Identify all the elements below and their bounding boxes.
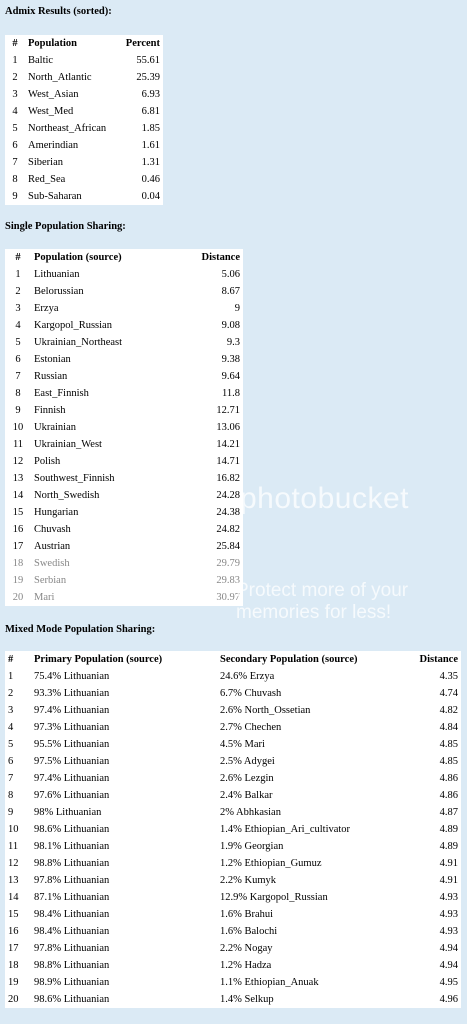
table-cell: 3: [15, 303, 21, 314]
table-row: [5, 171, 163, 188]
table-row: [5, 855, 461, 872]
table-cell: Baltic: [28, 55, 54, 66]
table-row: [5, 317, 243, 334]
table-cell: 97.8% Lithuanian: [34, 875, 110, 886]
table-cell: North_Atlantic: [28, 72, 92, 83]
table-cell: 6.93: [141, 89, 160, 100]
table-cell: 18: [12, 558, 24, 569]
table-cell: 4.94: [439, 960, 458, 971]
table-cell: 25.39: [136, 72, 160, 83]
table-cell: 4.86: [439, 790, 458, 801]
table-row: [5, 120, 163, 137]
table-cell: 6.81: [141, 106, 160, 117]
table-row: [5, 668, 461, 685]
table-cell: 5: [12, 123, 18, 134]
table-row: [5, 52, 163, 69]
table-cell: 97.6% Lithuanian: [34, 790, 110, 801]
table-cell: 4.35: [439, 671, 458, 682]
table-cell: 3: [12, 89, 18, 100]
table-cell: 14.21: [216, 439, 240, 450]
table-cell: Finnish: [34, 405, 66, 416]
table-row: [5, 137, 163, 154]
admix-title: Admix Results (sorted):: [5, 6, 112, 17]
table-cell: 1.9% Georgian: [220, 841, 284, 852]
table-cell: 10: [8, 824, 19, 835]
table-row: [5, 957, 461, 974]
table-row: [5, 787, 461, 804]
table-cell: 13: [12, 473, 24, 484]
table-row: [5, 154, 163, 171]
table-cell: Ukrainian_West: [34, 439, 102, 450]
table-cell: 1.2% Hadza: [220, 960, 272, 971]
table-cell: Amerindian: [28, 140, 79, 151]
table-row: [5, 521, 243, 538]
table-cell: 4: [12, 106, 18, 117]
table-cell: 1: [15, 269, 21, 280]
table-cell: 13.06: [216, 422, 240, 433]
table-cell: 2.5% Adygei: [220, 756, 275, 767]
table-cell: 98.6% Lithuanian: [34, 824, 110, 835]
table-row: [5, 188, 163, 205]
table-row: [5, 940, 461, 957]
table-row: [5, 555, 243, 572]
table-cell: Red_Sea: [28, 174, 66, 185]
table-cell: 24.38: [216, 507, 240, 518]
table-cell: 9.08: [221, 320, 240, 331]
table-cell: Chuvash: [34, 524, 71, 535]
table-cell: 97.4% Lithuanian: [34, 705, 110, 716]
table-row: [5, 589, 243, 606]
table-row: [5, 702, 461, 719]
table-cell: Lithuanian: [34, 269, 80, 280]
table-row: [5, 266, 243, 283]
table-cell: 1.61: [141, 140, 160, 151]
table-cell: 98.8% Lithuanian: [34, 960, 110, 971]
table-cell: 4: [8, 722, 14, 733]
table-cell: 75.4% Lithuanian: [34, 671, 110, 682]
table-cell: 2.7% Chechen: [220, 722, 282, 733]
table-cell: 97.4% Lithuanian: [34, 773, 110, 784]
table-row: [5, 804, 461, 821]
table-cell: 6.7% Chuvash: [220, 688, 282, 699]
table-cell: 7: [8, 773, 14, 784]
table-cell: 1: [8, 671, 14, 682]
table-cell: 4.84: [439, 722, 458, 733]
table-cell: 11: [12, 439, 24, 450]
table-cell: 4.5% Mari: [220, 739, 265, 750]
table-cell: 24.82: [216, 524, 240, 535]
table-cell: 93.3% Lithuanian: [34, 688, 110, 699]
table-cell: 98.4% Lithuanian: [34, 909, 110, 920]
table-row: [5, 385, 243, 402]
table-cell: 12.9% Kargopol_Russian: [220, 892, 328, 903]
table-cell: 19: [8, 977, 19, 988]
table-cell: 9: [15, 405, 21, 416]
table-row: [5, 103, 163, 120]
table-cell: 1.1% Ethiopian_Anuak: [220, 977, 319, 988]
table-cell: 4: [15, 320, 21, 331]
table-cell: 9: [8, 807, 14, 818]
col-header: Primary Population (source): [34, 654, 163, 665]
table-cell: 10: [12, 422, 24, 433]
table-cell: 1.85: [141, 123, 160, 134]
table-row: [5, 470, 243, 487]
table-cell: 55.61: [136, 55, 160, 66]
admix-table: [5, 35, 163, 205]
table-cell: North_Swedish: [34, 490, 100, 501]
table-cell: Austrian: [34, 541, 71, 552]
table-cell: 20: [8, 994, 19, 1005]
table-cell: 18: [8, 960, 19, 971]
table-cell: 11: [8, 841, 19, 852]
table-cell: 4.82: [439, 705, 458, 716]
table-row: [5, 487, 243, 504]
table-row: [5, 872, 461, 889]
table-cell: 4.85: [439, 756, 458, 767]
table-cell: 6: [8, 756, 14, 767]
table-cell: 8: [12, 174, 18, 185]
table-row: [5, 572, 243, 589]
table-cell: 29.79: [216, 558, 240, 569]
table-cell: 98% Lithuanian: [34, 807, 102, 818]
table-cell: 1.4% Ethiopian_Ari_cultivator: [220, 824, 351, 835]
table-cell: 97.5% Lithuanian: [34, 756, 110, 767]
col-header: Secondary Population (source): [220, 654, 358, 665]
table-row: [5, 838, 461, 855]
table-row: [5, 685, 461, 702]
table-cell: 4.93: [439, 926, 458, 937]
table-cell: 98.1% Lithuanian: [34, 841, 110, 852]
table-cell: Erzya: [34, 303, 59, 314]
table-cell: 15: [12, 507, 24, 518]
table-cell: 0.46: [141, 174, 160, 185]
table-cell: 16: [12, 524, 24, 535]
col-header: Percent: [125, 38, 160, 49]
table-row: [5, 821, 461, 838]
table-cell: 4.89: [439, 824, 458, 835]
table-cell: 3: [8, 705, 14, 716]
table-cell: 2.6% North_Ossetian: [220, 705, 311, 716]
table-cell: 6: [15, 354, 21, 365]
table-row: [5, 436, 243, 453]
table-cell: 12: [12, 456, 24, 467]
table-cell: 5.06: [221, 269, 240, 280]
table-cell: 2: [12, 72, 18, 83]
table-cell: 4.87: [439, 807, 458, 818]
table-cell: 2% Abhkasian: [220, 807, 281, 818]
table-cell: Southwest_Finnish: [34, 473, 115, 484]
table-cell: 7: [15, 371, 21, 382]
table-row: [5, 906, 461, 923]
table-row: [5, 283, 243, 300]
table-cell: 17: [8, 943, 19, 954]
table-row: [5, 351, 243, 368]
table-cell: 14: [8, 892, 19, 903]
table-cell: Belorussian: [34, 286, 84, 297]
table-cell: 4.91: [439, 875, 458, 886]
table-cell: 2: [15, 286, 21, 297]
table-cell: Kargopol_Russian: [34, 320, 112, 331]
table-cell: 0.04: [141, 191, 160, 202]
table-cell: 98.6% Lithuanian: [34, 994, 110, 1005]
table-cell: 20: [12, 592, 24, 603]
table-cell: 1.2% Ethiopian_Gumuz: [220, 858, 322, 869]
table-cell: 1.4% Selkup: [220, 994, 274, 1005]
table-cell: West_Asian: [28, 89, 79, 100]
table-cell: 2.2% Nogay: [220, 943, 273, 954]
table-cell: 87.1% Lithuanian: [34, 892, 110, 903]
table-cell: Estonian: [34, 354, 71, 365]
table-cell: 9: [12, 191, 18, 202]
table-cell: Northeast_African: [28, 123, 107, 134]
table-cell: 30.97: [216, 592, 240, 603]
table-row: [5, 753, 461, 770]
table-cell: Ukrainian_Northeast: [34, 337, 123, 348]
table-cell: 2.6% Lezgin: [220, 773, 274, 784]
table-cell: 1.6% Balochi: [220, 926, 278, 937]
mixed-title: Mixed Mode Population Sharing:: [5, 624, 156, 635]
table-cell: 95.5% Lithuanian: [34, 739, 110, 750]
table-cell: 8: [15, 388, 21, 399]
table-row: [5, 504, 243, 521]
table-cell: 5: [8, 739, 14, 750]
table-cell: Sub-Saharan: [28, 191, 82, 202]
table-row: [5, 719, 461, 736]
col-header: Distance: [419, 654, 458, 665]
table-cell: 16: [8, 926, 19, 937]
col-header: #: [12, 38, 18, 49]
table-row: [5, 770, 461, 787]
table-cell: 1.31: [141, 157, 160, 168]
table-cell: 4.93: [439, 892, 458, 903]
table-cell: 9.3: [226, 337, 240, 348]
col-header: Population: [28, 38, 78, 49]
table-cell: Polish: [34, 456, 61, 467]
table-cell: 7: [12, 157, 18, 168]
mixed-table: [5, 651, 461, 1008]
table-cell: 14: [12, 490, 24, 501]
watermark-tagline: Protect more of your memories for less!: [236, 580, 409, 623]
table-cell: 12.71: [216, 405, 240, 416]
table-cell: 4.95: [439, 977, 458, 988]
table-row: [5, 923, 461, 940]
single-title: Single Population Sharing:: [5, 221, 126, 232]
table-cell: 4.96: [439, 994, 458, 1005]
table-cell: 2.4% Balkar: [220, 790, 273, 801]
table-cell: 4.91: [439, 858, 458, 869]
table-row: [5, 736, 461, 753]
watermark-logo: photobucket: [240, 482, 409, 515]
table-row: [5, 419, 243, 436]
table-cell: 9.64: [221, 371, 240, 382]
table-cell: 8.67: [221, 286, 240, 297]
table-cell: 15: [8, 909, 19, 920]
table-cell: 29.83: [216, 575, 240, 586]
table-cell: Swedish: [34, 558, 70, 569]
single-table: [5, 249, 243, 606]
table-row: [5, 69, 163, 86]
table-cell: 1.6% Brahui: [220, 909, 274, 920]
table-cell: 8: [8, 790, 14, 801]
table-row: [5, 974, 461, 991]
table-cell: Siberian: [28, 157, 63, 168]
table-cell: 2: [8, 688, 14, 699]
table-cell: 4.86: [439, 773, 458, 784]
table-row: [5, 538, 243, 555]
table-row: [5, 334, 243, 351]
table-row: [5, 86, 163, 103]
col-header: Population (source): [34, 252, 122, 263]
col-header: Distance: [201, 252, 240, 263]
table-cell: 16.82: [216, 473, 240, 484]
table-cell: 24.6% Erzya: [220, 671, 275, 682]
table-cell: 4.93: [439, 909, 458, 920]
table-row: [5, 889, 461, 906]
table-cell: East_Finnish: [34, 388, 89, 399]
table-cell: 98.9% Lithuanian: [34, 977, 110, 988]
table-cell: 12: [8, 858, 19, 869]
table-cell: 98.8% Lithuanian: [34, 858, 110, 869]
table-cell: 2.2% Kumyk: [220, 875, 276, 886]
table-cell: West_Med: [28, 106, 74, 117]
table-cell: 24.28: [216, 490, 240, 501]
table-cell: 98.4% Lithuanian: [34, 926, 110, 937]
table-row: [5, 991, 461, 1008]
table-cell: 97.3% Lithuanian: [34, 722, 110, 733]
table-cell: Mari: [34, 592, 55, 603]
col-header: #: [15, 252, 21, 263]
table-cell: 9: [234, 303, 240, 314]
table-cell: 14.71: [216, 456, 240, 467]
table-cell: 97.8% Lithuanian: [34, 943, 110, 954]
table-cell: 25.84: [216, 541, 240, 552]
table-row: [5, 368, 243, 385]
table-cell: 11.8: [222, 388, 240, 399]
table-cell: 4.74: [439, 688, 458, 699]
table-cell: 1: [12, 55, 18, 66]
table-cell: 5: [15, 337, 21, 348]
table-cell: 4.85: [439, 739, 458, 750]
table-cell: 9.38: [221, 354, 240, 365]
table-row: [5, 300, 243, 317]
table-cell: 4.89: [439, 841, 458, 852]
table-cell: 6: [12, 140, 18, 151]
table-cell: 4.94: [439, 943, 458, 954]
col-header: #: [8, 654, 14, 665]
table-cell: 13: [8, 875, 19, 886]
table-row: [5, 402, 243, 419]
table-cell: Serbian: [34, 575, 67, 586]
table-row: [5, 453, 243, 470]
table-cell: Ukrainian: [34, 422, 76, 433]
table-cell: 17: [12, 541, 24, 552]
table-cell: Hungarian: [34, 507, 79, 518]
table-cell: Russian: [34, 371, 68, 382]
table-cell: 19: [12, 575, 24, 586]
